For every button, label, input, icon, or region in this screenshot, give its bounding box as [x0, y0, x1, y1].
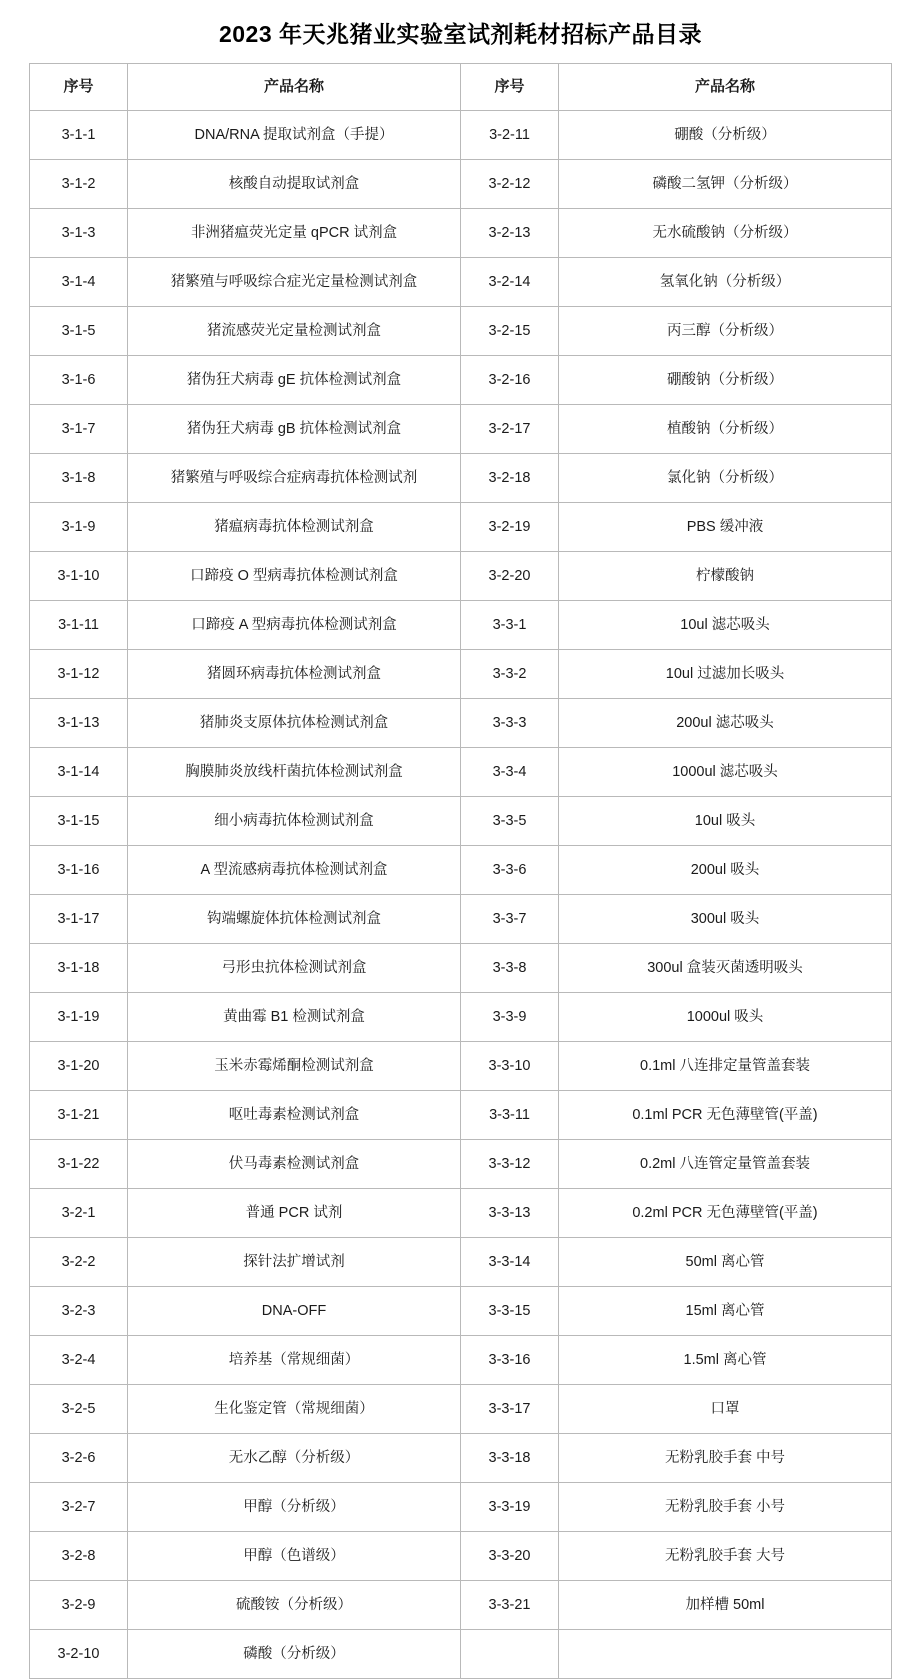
- row-product-right: 1000ul 吸头: [559, 993, 892, 1042]
- row-product-right: 10ul 过滤加长吸头: [559, 650, 892, 699]
- row-index-left: 3-1-22: [30, 1140, 128, 1189]
- row-product-left: 磷酸（分析级）: [128, 1630, 461, 1679]
- product-catalog-table: [29, 63, 892, 1679]
- row-product-right: 硼酸（分析级）: [559, 111, 892, 160]
- row-product-right: 0.1ml PCR 无色薄壁管(平盖): [559, 1091, 892, 1140]
- row-product-right: 1.5ml 离心管: [559, 1336, 892, 1385]
- row-index-left: 3-1-10: [30, 552, 128, 601]
- row-product-right: 200ul 滤芯吸头: [559, 699, 892, 748]
- row-index-left: 3-1-9: [30, 503, 128, 552]
- row-product-left: 猪伪狂犬病毒 gE 抗体检测试剂盒: [128, 356, 461, 405]
- row-product-right: 口罩: [559, 1385, 892, 1434]
- row-product-right: 15ml 离心管: [559, 1287, 892, 1336]
- row-product-left: 玉米赤霉烯酮检测试剂盒: [128, 1042, 461, 1091]
- row-index-right: 3-2-11: [461, 111, 559, 160]
- row-product-left: 钩端螺旋体抗体检测试剂盒: [128, 895, 461, 944]
- row-product-left: 核酸自动提取试剂盒: [128, 160, 461, 209]
- table-header-row: [30, 64, 892, 111]
- table-row: [30, 552, 892, 601]
- row-index-right: 3-2-16: [461, 356, 559, 405]
- table-row: [30, 601, 892, 650]
- table-row: [30, 1238, 892, 1287]
- row-index-right: 3-2-19: [461, 503, 559, 552]
- row-index-left: 3-2-10: [30, 1630, 128, 1679]
- row-product-right: 0.2ml PCR 无色薄壁管(平盖): [559, 1189, 892, 1238]
- row-product-left: 猪肺炎支原体抗体检测试剂盒: [128, 699, 461, 748]
- table-row: [30, 1091, 892, 1140]
- row-product-right: 丙三醇（分析级）: [559, 307, 892, 356]
- column-header-index-left: 序号: [30, 64, 128, 111]
- row-product-left: 口蹄疫 O 型病毒抗体检测试剂盒: [128, 552, 461, 601]
- row-index-left: 3-1-17: [30, 895, 128, 944]
- row-product-right: 硼酸钠（分析级）: [559, 356, 892, 405]
- table-row: [30, 307, 892, 356]
- row-index-left: 3-2-6: [30, 1434, 128, 1483]
- table-row: [30, 503, 892, 552]
- row-product-left: DNA/RNA 提取试剂盒（手提）: [128, 111, 461, 160]
- row-product-left: 弓形虫抗体检测试剂盒: [128, 944, 461, 993]
- table-row: [30, 111, 892, 160]
- table-row: [30, 699, 892, 748]
- row-index-left: 3-1-12: [30, 650, 128, 699]
- row-index-left: 3-1-8: [30, 454, 128, 503]
- row-index-left: 3-1-21: [30, 1091, 128, 1140]
- row-index-right: 3-2-17: [461, 405, 559, 454]
- row-index-right: 3-3-10: [461, 1042, 559, 1091]
- row-product-left: 猪瘟病毒抗体检测试剂盒: [128, 503, 461, 552]
- table-row: [30, 650, 892, 699]
- table-row: [30, 1630, 892, 1679]
- row-index-right: 3-3-19: [461, 1483, 559, 1532]
- row-index-left: 3-1-1: [30, 111, 128, 160]
- row-index-left: 3-1-19: [30, 993, 128, 1042]
- row-product-right: 加样槽 50ml: [559, 1581, 892, 1630]
- row-product-left: 猪繁殖与呼吸综合症病毒抗体检测试剂: [128, 454, 461, 503]
- row-product-right: 0.2ml 八连管定量管盖套装: [559, 1140, 892, 1189]
- table-row: [30, 993, 892, 1042]
- table-row: [30, 1581, 892, 1630]
- row-index-right: 3-2-13: [461, 209, 559, 258]
- table-row: [30, 1042, 892, 1091]
- row-product-left: DNA-OFF: [128, 1287, 461, 1336]
- row-index-right: 3-3-14: [461, 1238, 559, 1287]
- row-index-right: 3-3-13: [461, 1189, 559, 1238]
- row-index-left: 3-1-5: [30, 307, 128, 356]
- row-index-right: 3-3-18: [461, 1434, 559, 1483]
- row-index-right: 3-3-17: [461, 1385, 559, 1434]
- column-header-index-right: 序号: [461, 64, 559, 111]
- row-product-left: 细小病毒抗体检测试剂盒: [128, 797, 461, 846]
- row-index-right: 3-3-1: [461, 601, 559, 650]
- table-row: [30, 1434, 892, 1483]
- row-index-left: 3-2-1: [30, 1189, 128, 1238]
- table-row: [30, 454, 892, 503]
- row-product-left: 猪繁殖与呼吸综合症光定量检测试剂盒: [128, 258, 461, 307]
- row-index-left: 3-1-15: [30, 797, 128, 846]
- row-index-left: 3-1-2: [30, 160, 128, 209]
- table-row: [30, 748, 892, 797]
- row-index-left: 3-2-2: [30, 1238, 128, 1287]
- table-row: [30, 160, 892, 209]
- table-row: [30, 895, 892, 944]
- row-index-right: 3-3-9: [461, 993, 559, 1042]
- row-product-left: 生化鉴定管（常规细菌）: [128, 1385, 461, 1434]
- row-product-left: 甲醇（分析级）: [128, 1483, 461, 1532]
- row-product-right: PBS 缓冲液: [559, 503, 892, 552]
- row-product-left: 猪伪狂犬病毒 gB 抗体检测试剂盒: [128, 405, 461, 454]
- row-product-right: 10ul 滤芯吸头: [559, 601, 892, 650]
- row-product-right: 300ul 盒装灭菌透明吸头: [559, 944, 892, 993]
- row-product-left: 探针法扩增试剂: [128, 1238, 461, 1287]
- row-product-right: 柠檬酸钠: [559, 552, 892, 601]
- row-index-left: 3-1-6: [30, 356, 128, 405]
- row-index-right: 3-3-6: [461, 846, 559, 895]
- table-row: [30, 1140, 892, 1189]
- row-index-right: 3-3-20: [461, 1532, 559, 1581]
- table-row: [30, 1532, 892, 1581]
- row-index-left: 3-1-7: [30, 405, 128, 454]
- row-index-right: 3-2-18: [461, 454, 559, 503]
- row-product-right: 无水硫酸钠（分析级）: [559, 209, 892, 258]
- column-header-product-right: 产品名称: [559, 64, 892, 111]
- row-index-right: 3-2-20: [461, 552, 559, 601]
- row-index-left: 3-2-3: [30, 1287, 128, 1336]
- row-product-right: 1000ul 滤芯吸头: [559, 748, 892, 797]
- row-index-left: 3-2-4: [30, 1336, 128, 1385]
- row-product-right: 无粉乳胶手套 小号: [559, 1483, 892, 1532]
- row-index-left: 3-1-14: [30, 748, 128, 797]
- row-index-right: 3-3-2: [461, 650, 559, 699]
- row-index-right: 3-2-14: [461, 258, 559, 307]
- row-product-right: 300ul 吸头: [559, 895, 892, 944]
- row-index-right: 3-3-8: [461, 944, 559, 993]
- table-body: [30, 111, 892, 1679]
- row-index-left: 3-1-11: [30, 601, 128, 650]
- row-index-right: 3-3-4: [461, 748, 559, 797]
- table-row: [30, 1287, 892, 1336]
- row-product-left: 普通 PCR 试剂: [128, 1189, 461, 1238]
- row-index-right: 3-3-15: [461, 1287, 559, 1336]
- row-index-left: 3-2-7: [30, 1483, 128, 1532]
- row-product-left: 口蹄疫 A 型病毒抗体检测试剂盒: [128, 601, 461, 650]
- row-product-right: 植酸钠（分析级）: [559, 405, 892, 454]
- row-product-right: 磷酸二氢钾（分析级）: [559, 160, 892, 209]
- row-index-right: 3-3-12: [461, 1140, 559, 1189]
- row-index-right: 3-3-16: [461, 1336, 559, 1385]
- row-product-left: 猪圆环病毒抗体检测试剂盒: [128, 650, 461, 699]
- table-header: [30, 64, 892, 111]
- row-index-left: 3-2-9: [30, 1581, 128, 1630]
- row-product-right: 0.1ml 八连排定量管盖套装: [559, 1042, 892, 1091]
- row-index-left: 3-1-3: [30, 209, 128, 258]
- table-row: [30, 1336, 892, 1385]
- table-row: [30, 1385, 892, 1434]
- table-row: [30, 209, 892, 258]
- row-product-left: 甲醇（色谱级）: [128, 1532, 461, 1581]
- row-index-left: 3-1-4: [30, 258, 128, 307]
- table-row: [30, 405, 892, 454]
- row-product-right: [559, 1630, 892, 1679]
- row-index-left: 3-1-20: [30, 1042, 128, 1091]
- row-index-left: 3-1-16: [30, 846, 128, 895]
- row-index-right: 3-3-11: [461, 1091, 559, 1140]
- row-product-right: 氯化钠（分析级）: [559, 454, 892, 503]
- row-index-left: 3-2-8: [30, 1532, 128, 1581]
- row-product-left: 硫酸铵（分析级）: [128, 1581, 461, 1630]
- row-index-right: 3-3-21: [461, 1581, 559, 1630]
- row-product-right: 无粉乳胶手套 大号: [559, 1532, 892, 1581]
- row-index-right: [461, 1630, 559, 1679]
- row-product-left: 呕吐毒素检测试剂盒: [128, 1091, 461, 1140]
- column-header-product-left: 产品名称: [128, 64, 461, 111]
- row-product-left: 非洲猪瘟荧光定量 qPCR 试剂盒: [128, 209, 461, 258]
- row-product-left: 黄曲霉 B1 检测试剂盒: [128, 993, 461, 1042]
- row-product-left: 胸膜肺炎放线杆菌抗体检测试剂盒: [128, 748, 461, 797]
- row-index-right: 3-3-5: [461, 797, 559, 846]
- row-product-left: 培养基（常规细菌）: [128, 1336, 461, 1385]
- table-row: [30, 1189, 892, 1238]
- row-index-right: 3-3-3: [461, 699, 559, 748]
- table-row: [30, 356, 892, 405]
- row-index-left: 3-2-5: [30, 1385, 128, 1434]
- table-row: [30, 258, 892, 307]
- row-product-left: 无水乙醇（分析级）: [128, 1434, 461, 1483]
- table-row: [30, 1483, 892, 1532]
- row-product-left: 伏马毒素检测试剂盒: [128, 1140, 461, 1189]
- table-row: [30, 797, 892, 846]
- row-product-right: 无粉乳胶手套 中号: [559, 1434, 892, 1483]
- page-title: 2023 年天兆猪业实验室试剂耗材招标产品目录: [218, 21, 703, 47]
- row-index-right: 3-2-12: [461, 160, 559, 209]
- row-product-right: 50ml 离心管: [559, 1238, 892, 1287]
- row-product-right: 氢氧化钠（分析级）: [559, 258, 892, 307]
- table-row: [30, 944, 892, 993]
- row-product-right: 200ul 吸头: [559, 846, 892, 895]
- row-product-left: 猪流感荧光定量检测试剂盒: [128, 307, 461, 356]
- row-index-right: 3-2-15: [461, 307, 559, 356]
- row-index-right: 3-3-7: [461, 895, 559, 944]
- row-index-left: 3-1-18: [30, 944, 128, 993]
- row-product-left: A 型流感病毒抗体检测试剂盒: [128, 846, 461, 895]
- row-index-left: 3-1-13: [30, 699, 128, 748]
- row-product-right: 10ul 吸头: [559, 797, 892, 846]
- table-row: [30, 846, 892, 895]
